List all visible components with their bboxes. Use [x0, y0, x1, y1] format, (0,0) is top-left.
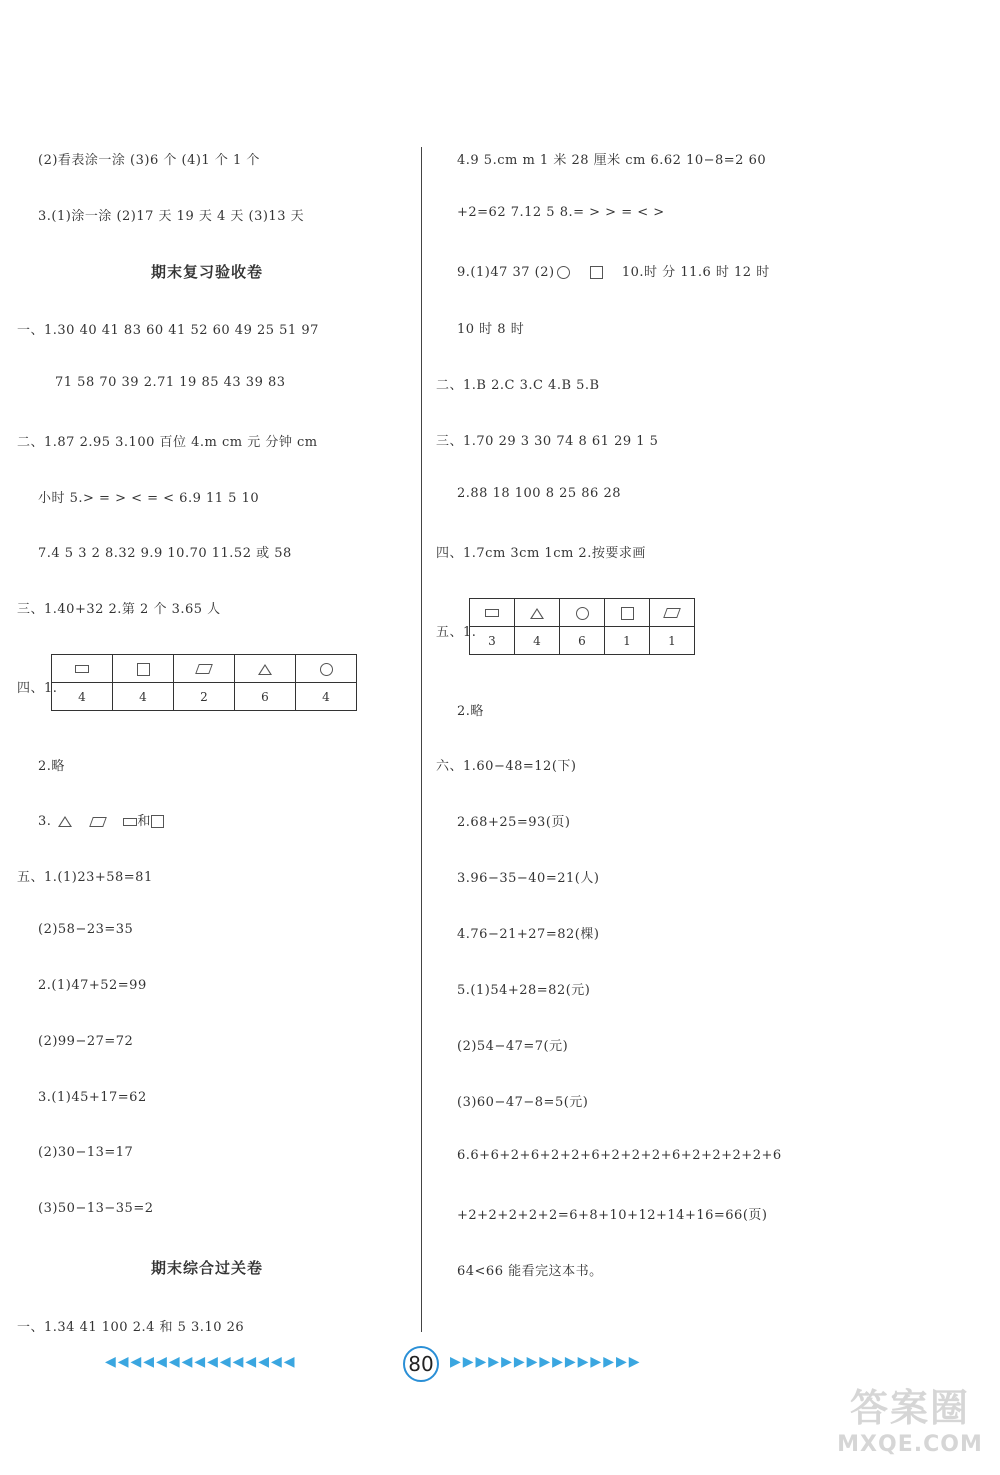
table-cell: 4	[515, 627, 560, 655]
table-cell: 4	[52, 683, 113, 711]
table-cell: 4	[296, 683, 357, 711]
rectangle-icon	[485, 609, 499, 617]
section-heading-final-comprehensive: 期末综合过关卷	[151, 1259, 264, 1277]
page-footer	[105, 1348, 745, 1378]
answer-line: 小时 5.> = > < = < 6.9 11 5 10	[38, 491, 260, 506]
answer-line: 4.9 5.cm m 1 米 28 厘米 cm 6.62 10−8=2 60	[457, 153, 767, 168]
table-label: 五、1.	[436, 625, 477, 640]
answer-line: 6.6+6+2+6+2+2+6+2+2+2+6+2+2+2+2+6	[457, 1148, 782, 1163]
table-label: 四、1.	[17, 681, 58, 696]
parallelogram-icon	[89, 817, 107, 827]
answer-segment: 9.(1)47 37 (2)	[457, 265, 555, 280]
answer-line-shapes	[457, 261, 770, 280]
answer-line: 2.略	[38, 759, 65, 774]
page-number: 80	[403, 1346, 439, 1382]
answer-line: 三、1.70 29 3 30 74 8 61 29 1 5	[436, 434, 659, 449]
answer-line: (2)54−47=7(元)	[457, 1039, 569, 1054]
answer-line: 二、1.B 2.C 3.C 4.B 5.B	[436, 378, 600, 393]
table-cell: 3	[470, 627, 515, 655]
answer-line: +2=62 7.12 5 8.= > > = < >	[457, 205, 665, 220]
answer-line: 4.76−21+27=82(棵)	[457, 927, 600, 942]
square-icon	[621, 607, 634, 620]
arrow-left-decoration-icon: ◀◀◀◀◀◀◀◀◀◀◀◀◀◀◀	[105, 1354, 297, 1370]
circle-icon	[576, 607, 589, 620]
arrow-right-decoration-icon: ▶▶▶▶▶▶▶▶▶▶▶▶▶▶▶	[450, 1354, 642, 1370]
shape-count-table	[51, 654, 357, 711]
answer-line: 10 时 8 时	[457, 322, 525, 337]
table-cell: 1	[605, 627, 650, 655]
table-cell: 2	[174, 683, 235, 711]
answer-line: 3.(1)45+17=62	[38, 1090, 147, 1105]
watermark-text: 答案圈	[849, 1386, 970, 1430]
answer-line: +2+2+2+2+2=6+8+10+12+14+16=66(页)	[457, 1208, 768, 1223]
answer-line: 2.略	[457, 704, 484, 719]
answer-line: (3)60−47−8=5(元)	[457, 1095, 589, 1110]
circle-icon	[320, 663, 333, 676]
answer-line: 7.4 5 3 2 8.32 9.9 10.70 11.52 或 58	[38, 546, 292, 561]
answer-segment: 10.时 分 11.6 时 12 时	[621, 265, 770, 280]
answer-line: (2)30−13=17	[38, 1145, 134, 1160]
answer-line: 一、1.30 40 41 83 60 41 52 60 49 25 51 97	[17, 323, 319, 338]
q3-prefix: 3.	[38, 814, 52, 829]
answer-line: (2)99−27=72	[38, 1034, 134, 1049]
q3-and: 和	[137, 814, 151, 829]
answer-line: 四、1.7cm 3cm 1cm 2.按要求画	[436, 546, 646, 561]
square-icon	[137, 663, 150, 676]
answer-line: 3.96−35−40=21(人)	[457, 871, 600, 886]
table-cell: 6	[560, 627, 605, 655]
section-heading-final-review: 期末复习验收卷	[151, 263, 264, 281]
answer-line: 3.(1)涂一涂 (2)17 天 19 天 4 天 (3)13 天	[38, 209, 305, 224]
column-divider	[421, 147, 422, 1332]
triangle-icon	[58, 816, 72, 827]
table-cell: 1	[650, 627, 695, 655]
square-icon	[590, 266, 603, 279]
watermark-url: MXQE.COM	[837, 1432, 983, 1457]
answer-line: 5.(1)54+28=82(元)	[457, 983, 591, 998]
answer-line: (2)58−23=35	[38, 922, 134, 937]
answer-line: 五、1.(1)23+58=81	[17, 870, 153, 885]
rectangle-icon	[123, 818, 137, 826]
answer-line: 一、1.34 41 100 2.4 和 5 3.10 26	[17, 1320, 245, 1335]
rectangle-icon	[75, 665, 89, 673]
table-cell: 6	[235, 683, 296, 711]
table-cell: 4	[113, 683, 174, 711]
triangle-icon	[258, 664, 272, 675]
shape-count-table	[469, 598, 695, 655]
parallelogram-icon	[195, 664, 213, 674]
answer-line: 64<66 能看完这本书。	[457, 1264, 603, 1279]
answer-line: 71 58 70 39 2.71 19 85 43 39 83	[55, 375, 286, 390]
answer-line: 三、1.40+32 2.第 2 个 3.65 人	[17, 602, 221, 617]
square-icon	[151, 815, 164, 828]
triangle-icon	[530, 608, 544, 619]
answer-line: 2.88 18 100 8 25 86 28	[457, 486, 621, 501]
answer-line: 2.68+25=93(页)	[457, 815, 571, 830]
answer-line: 2.(1)47+52=99	[38, 978, 147, 993]
parallelogram-icon	[663, 608, 681, 618]
answer-line: (3)50−13−35=2	[38, 1201, 154, 1216]
answer-line: 六、1.60−48=12(下)	[436, 759, 577, 774]
circle-icon	[557, 266, 570, 279]
answer-line-shapes	[38, 810, 164, 829]
answer-line: (2)看表涂一涂 (3)6 个 (4)1 个 1 个	[38, 153, 260, 168]
answer-line: 二、1.87 2.95 3.100 百位 4.m cm 元 分钟 cm	[17, 435, 318, 450]
watermark-logo	[825, 1385, 995, 1465]
